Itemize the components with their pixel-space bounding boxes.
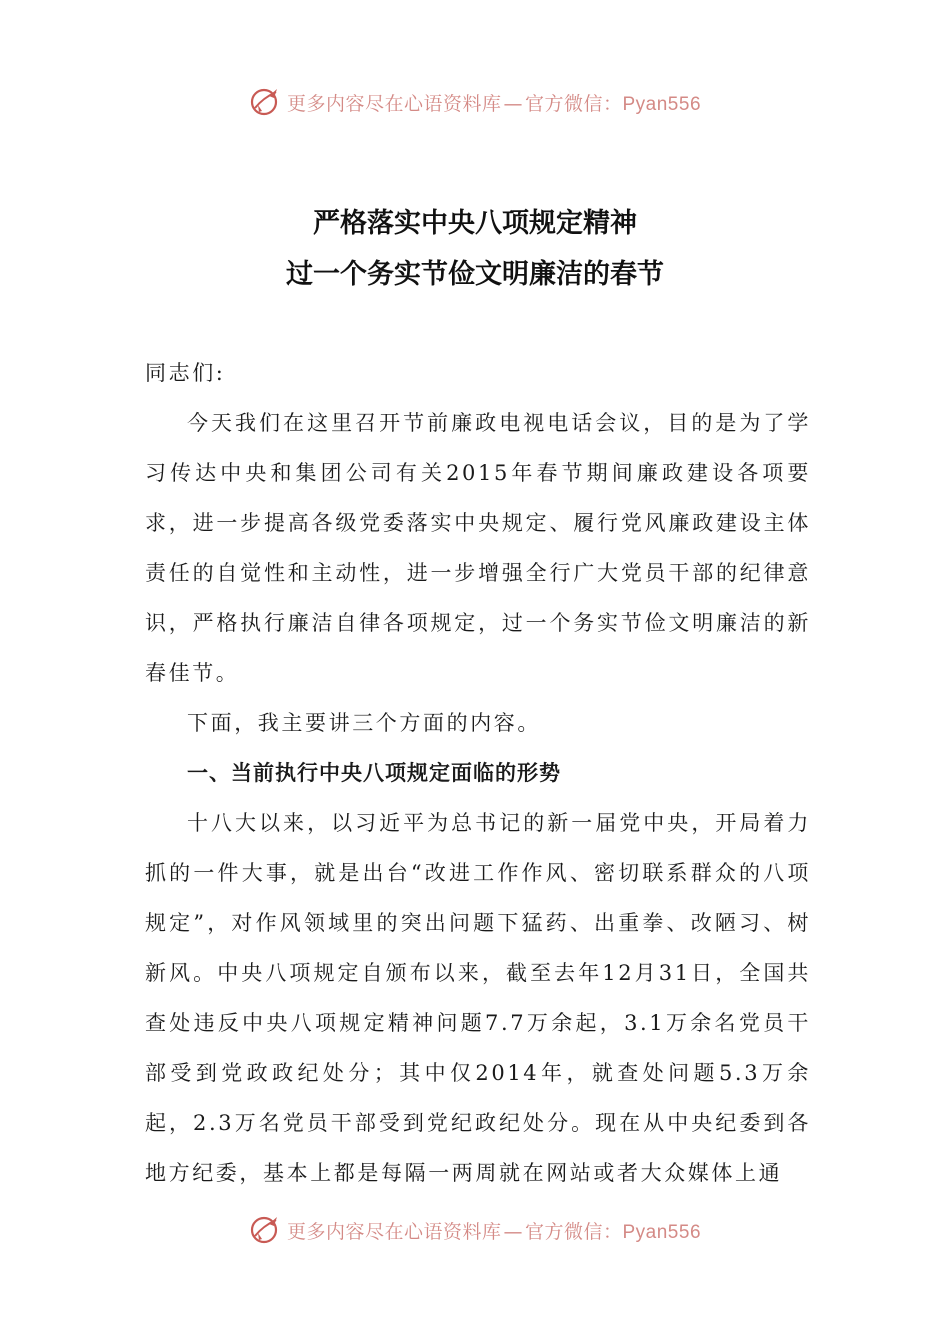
- document-body: [145, 348, 811, 1198]
- paragraph: 今天我们在这里召开节前廉政电视电话会议，目的是为了学习传达中央和集团公司有关2015年春节期间廉政建设各项要求，进一步提高各级党委落实中央规定、履行党风廉政建设主体责任的自觉性和主动性，进一步增强全行广大党员干部的纪律意识，严格执行廉洁自律各项规定，过一个务实节俭文明廉洁的新春佳节。: [145, 411, 811, 685]
- pen-logo-icon: [249, 86, 281, 118]
- salutation: 同志们:: [145, 361, 226, 385]
- watermark-id: Pyan556: [622, 93, 702, 115]
- watermark-text: 更多内容尽在心语资料库: [286, 1220, 502, 1243]
- watermark-id: Pyan556: [622, 1221, 702, 1243]
- pen-logo-icon: [249, 1214, 281, 1246]
- watermark-text: 更多内容尽在心语资料库: [286, 92, 502, 115]
- watermark-label: 官方微信：: [524, 92, 623, 115]
- document-title-line-1: 严格落实中央八项规定精神: [313, 208, 637, 239]
- paragraph: 十八大以来，以习近平为总书记的新一届党中央，开局着力抓的一件大事，就是出台“改进工作作风、密切联系群众的八项规定”，对作风领域里的突出问题下猛药、出重拳、改陋习、树新风。中央八项规定自颁布以来，截至去年12月31日，全国共查处违反中央八项规定精神问题7.7万余起，3.1万余名党员干部受到党政政纪处分；其中仅2014年，就查处问题5.3万余起，2.3万名党员干部受到党纪政纪处分。现在从中央纪委到各地方纪委，基本上都是每隔一两周就在网站或者大众媒体上通: [145, 811, 811, 1185]
- section-heading: 一、当前执行中央八项规定面临的形势: [187, 761, 561, 785]
- watermark-label: 官方微信：: [524, 1220, 623, 1243]
- watermark-dash: —: [503, 1220, 523, 1243]
- document-title-line-2: 过一个务实节俭文明廉洁的春节: [286, 259, 664, 290]
- watermark-footer: [0, 1210, 950, 1250]
- paragraph: 下面，我主要讲三个方面的内容。: [187, 711, 541, 735]
- watermark-dash: —: [503, 92, 523, 115]
- watermark-header: [0, 82, 950, 122]
